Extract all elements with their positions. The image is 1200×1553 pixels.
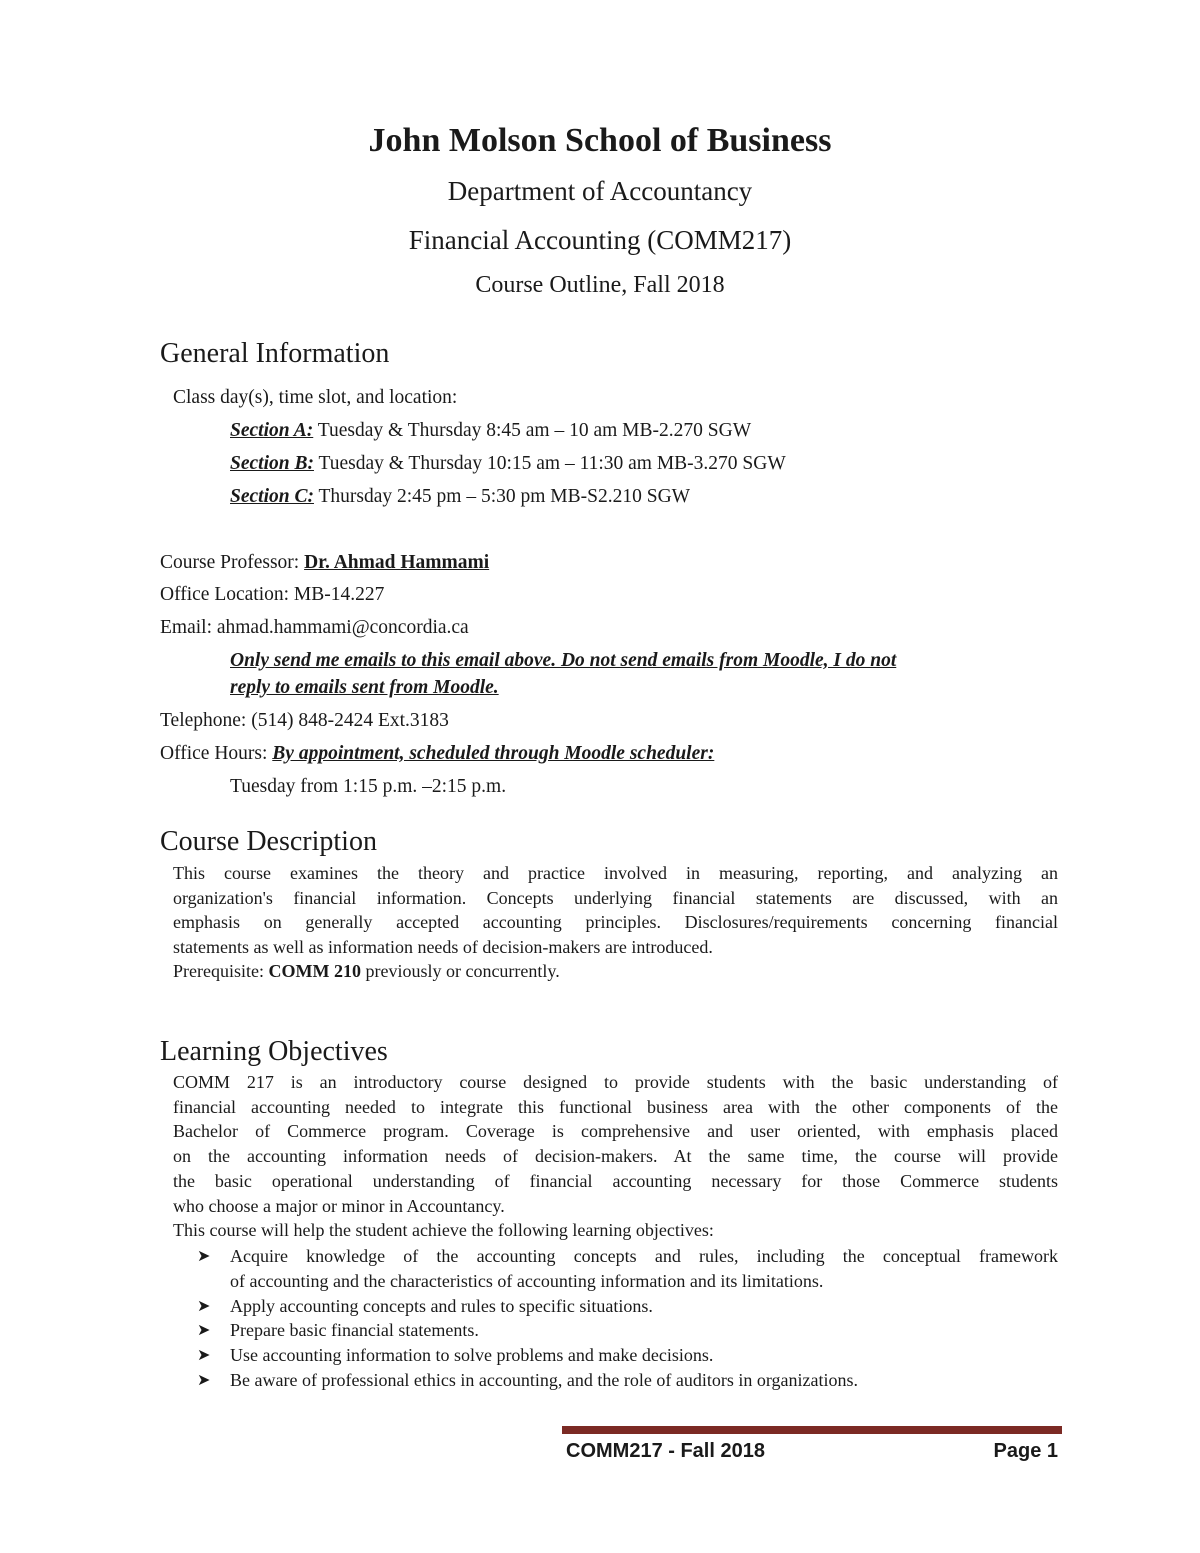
office-hours-time: Tuesday from 1:15 p.m. –2:15 p.m. bbox=[230, 776, 507, 797]
description-line: This course examines the theory and practice involved in measuring, reporting, and analyzing an bbox=[173, 863, 1058, 883]
bullet-text: Use accounting information to solve problems and make decisions. bbox=[230, 1345, 714, 1366]
objectives-line: financial accounting needed to integrate this functional business area with the other components of the bbox=[173, 1096, 1058, 1117]
section-c-line bbox=[230, 486, 690, 508]
list-item bbox=[173, 1294, 1058, 1319]
office-hours-line bbox=[160, 743, 714, 765]
email-note-line-1: Only send me emails to this email above. Do not send emails from Moodle, I do not bbox=[230, 650, 897, 671]
professor-name: Dr. Ahmad Hammami bbox=[304, 552, 490, 573]
section-a-label: Section A: bbox=[230, 420, 314, 441]
footer-page-number: Page 1 bbox=[993, 1440, 1058, 1462]
bullet-text: Acquire knowledge of the accounting concepts and rules, including the conceptual framework bbox=[230, 1246, 1058, 1266]
list-item bbox=[173, 1343, 1058, 1368]
email-line[interactable]: Email: ahmad.hammami@concordia.ca bbox=[160, 617, 469, 638]
arrow-bullet-icon: ➤ bbox=[197, 1320, 211, 1340]
course-description-text bbox=[173, 861, 1058, 984]
objectives-line: COMM 217 is an introductory course designed to provide students with the basic understanding of bbox=[173, 1072, 1058, 1092]
description-line: emphasis on generally accepted accounting principles. Disclosures/requirements concerning financial bbox=[173, 912, 1058, 933]
school-title: John Molson School of Business bbox=[368, 122, 832, 159]
section-b-detail: Tuesday & Thursday 10:15 am – 11:30 am MB-3.270 SGW bbox=[313, 453, 786, 474]
objectives-bullet-list bbox=[173, 1244, 1058, 1393]
prerequisite-line bbox=[173, 959, 1058, 984]
objectives-line: on the accounting information needs of decision-makers. At the same time, the course will provide bbox=[173, 1146, 1058, 1167]
objectives-line: who choose a major or minor in Accountancy. bbox=[173, 1195, 505, 1216]
footer-course-term: COMM217 - Fall 2018 bbox=[566, 1440, 765, 1462]
list-item bbox=[173, 1244, 1058, 1294]
office-location: Office Location: MB-14.227 bbox=[160, 584, 385, 605]
section-b-line bbox=[230, 453, 786, 475]
general-information-heading: General Information bbox=[160, 338, 390, 369]
outline-title: Course Outline, Fall 2018 bbox=[475, 272, 725, 298]
footer-divider bbox=[562, 1426, 1062, 1434]
list-item bbox=[173, 1318, 1058, 1343]
bullet-text: of accounting and the characteristics of accounting information and its limitations. bbox=[230, 1270, 824, 1291]
section-a-line bbox=[230, 420, 751, 442]
section-c-detail: Thursday 2:45 pm – 5:30 pm MB-S2.210 SGW bbox=[313, 486, 691, 507]
objectives-line: Bachelor of Commerce program. Coverage is comprehensive and user oriented, with emphasis placed bbox=[173, 1121, 1058, 1142]
email-note-line-2: reply to emails sent from Moodle. bbox=[230, 677, 499, 698]
bullet-text: Be aware of professional ethics in accounting, and the role of auditors in organizations. bbox=[230, 1369, 858, 1390]
bullet-text: Apply accounting concepts and rules to specific situations. bbox=[230, 1295, 653, 1316]
learning-objectives-heading: Learning Objectives bbox=[160, 1036, 388, 1067]
list-item bbox=[173, 1368, 1058, 1393]
arrow-bullet-icon: ➤ bbox=[197, 1295, 211, 1315]
arrow-bullet-icon: ➤ bbox=[197, 1246, 211, 1265]
description-line: organization's financial information. Concepts underlying financial statements are discussed, with an bbox=[173, 887, 1058, 908]
arrow-bullet-icon: ➤ bbox=[197, 1369, 211, 1389]
section-a-detail: Tuesday & Thursday 8:45 am – 10 am MB-2.270 SGW bbox=[313, 420, 752, 441]
office-hours-label: Office Hours: bbox=[160, 743, 273, 764]
learning-objectives-text bbox=[173, 1070, 1058, 1243]
course-title: Financial Accounting (COMM217) bbox=[408, 225, 792, 255]
prerequisite-label: Prerequisite: bbox=[173, 961, 269, 982]
objectives-intro: This course will help the student achieve the following learning objectives: bbox=[173, 1220, 714, 1241]
objectives-line: the basic operational understanding of financial accounting necessary for those Commerce students bbox=[173, 1170, 1058, 1191]
course-description-heading: Course Description bbox=[160, 826, 377, 857]
section-c-label: Section C: bbox=[230, 486, 314, 507]
bullet-text: Prepare basic financial statements. bbox=[230, 1320, 479, 1341]
office-hours-note: By appointment, scheduled through Moodle scheduler: bbox=[272, 743, 715, 764]
telephone-line: Telephone: (514) 848-2424 Ext.3183 bbox=[160, 710, 449, 731]
prerequisite-rest: previously or concurrently. bbox=[360, 961, 560, 982]
description-line: statements as well as information needs of decision-makers are introduced. bbox=[173, 936, 713, 957]
prerequisite-course: COMM 210 bbox=[268, 961, 361, 982]
department-title: Department of Accountancy bbox=[447, 176, 753, 206]
class-info-label: Class day(s), time slot, and location: bbox=[173, 387, 458, 408]
professor-label: Course Professor: bbox=[160, 552, 305, 573]
arrow-bullet-icon: ➤ bbox=[197, 1345, 211, 1365]
section-b-label: Section B: bbox=[230, 453, 314, 474]
professor-line bbox=[160, 552, 489, 574]
